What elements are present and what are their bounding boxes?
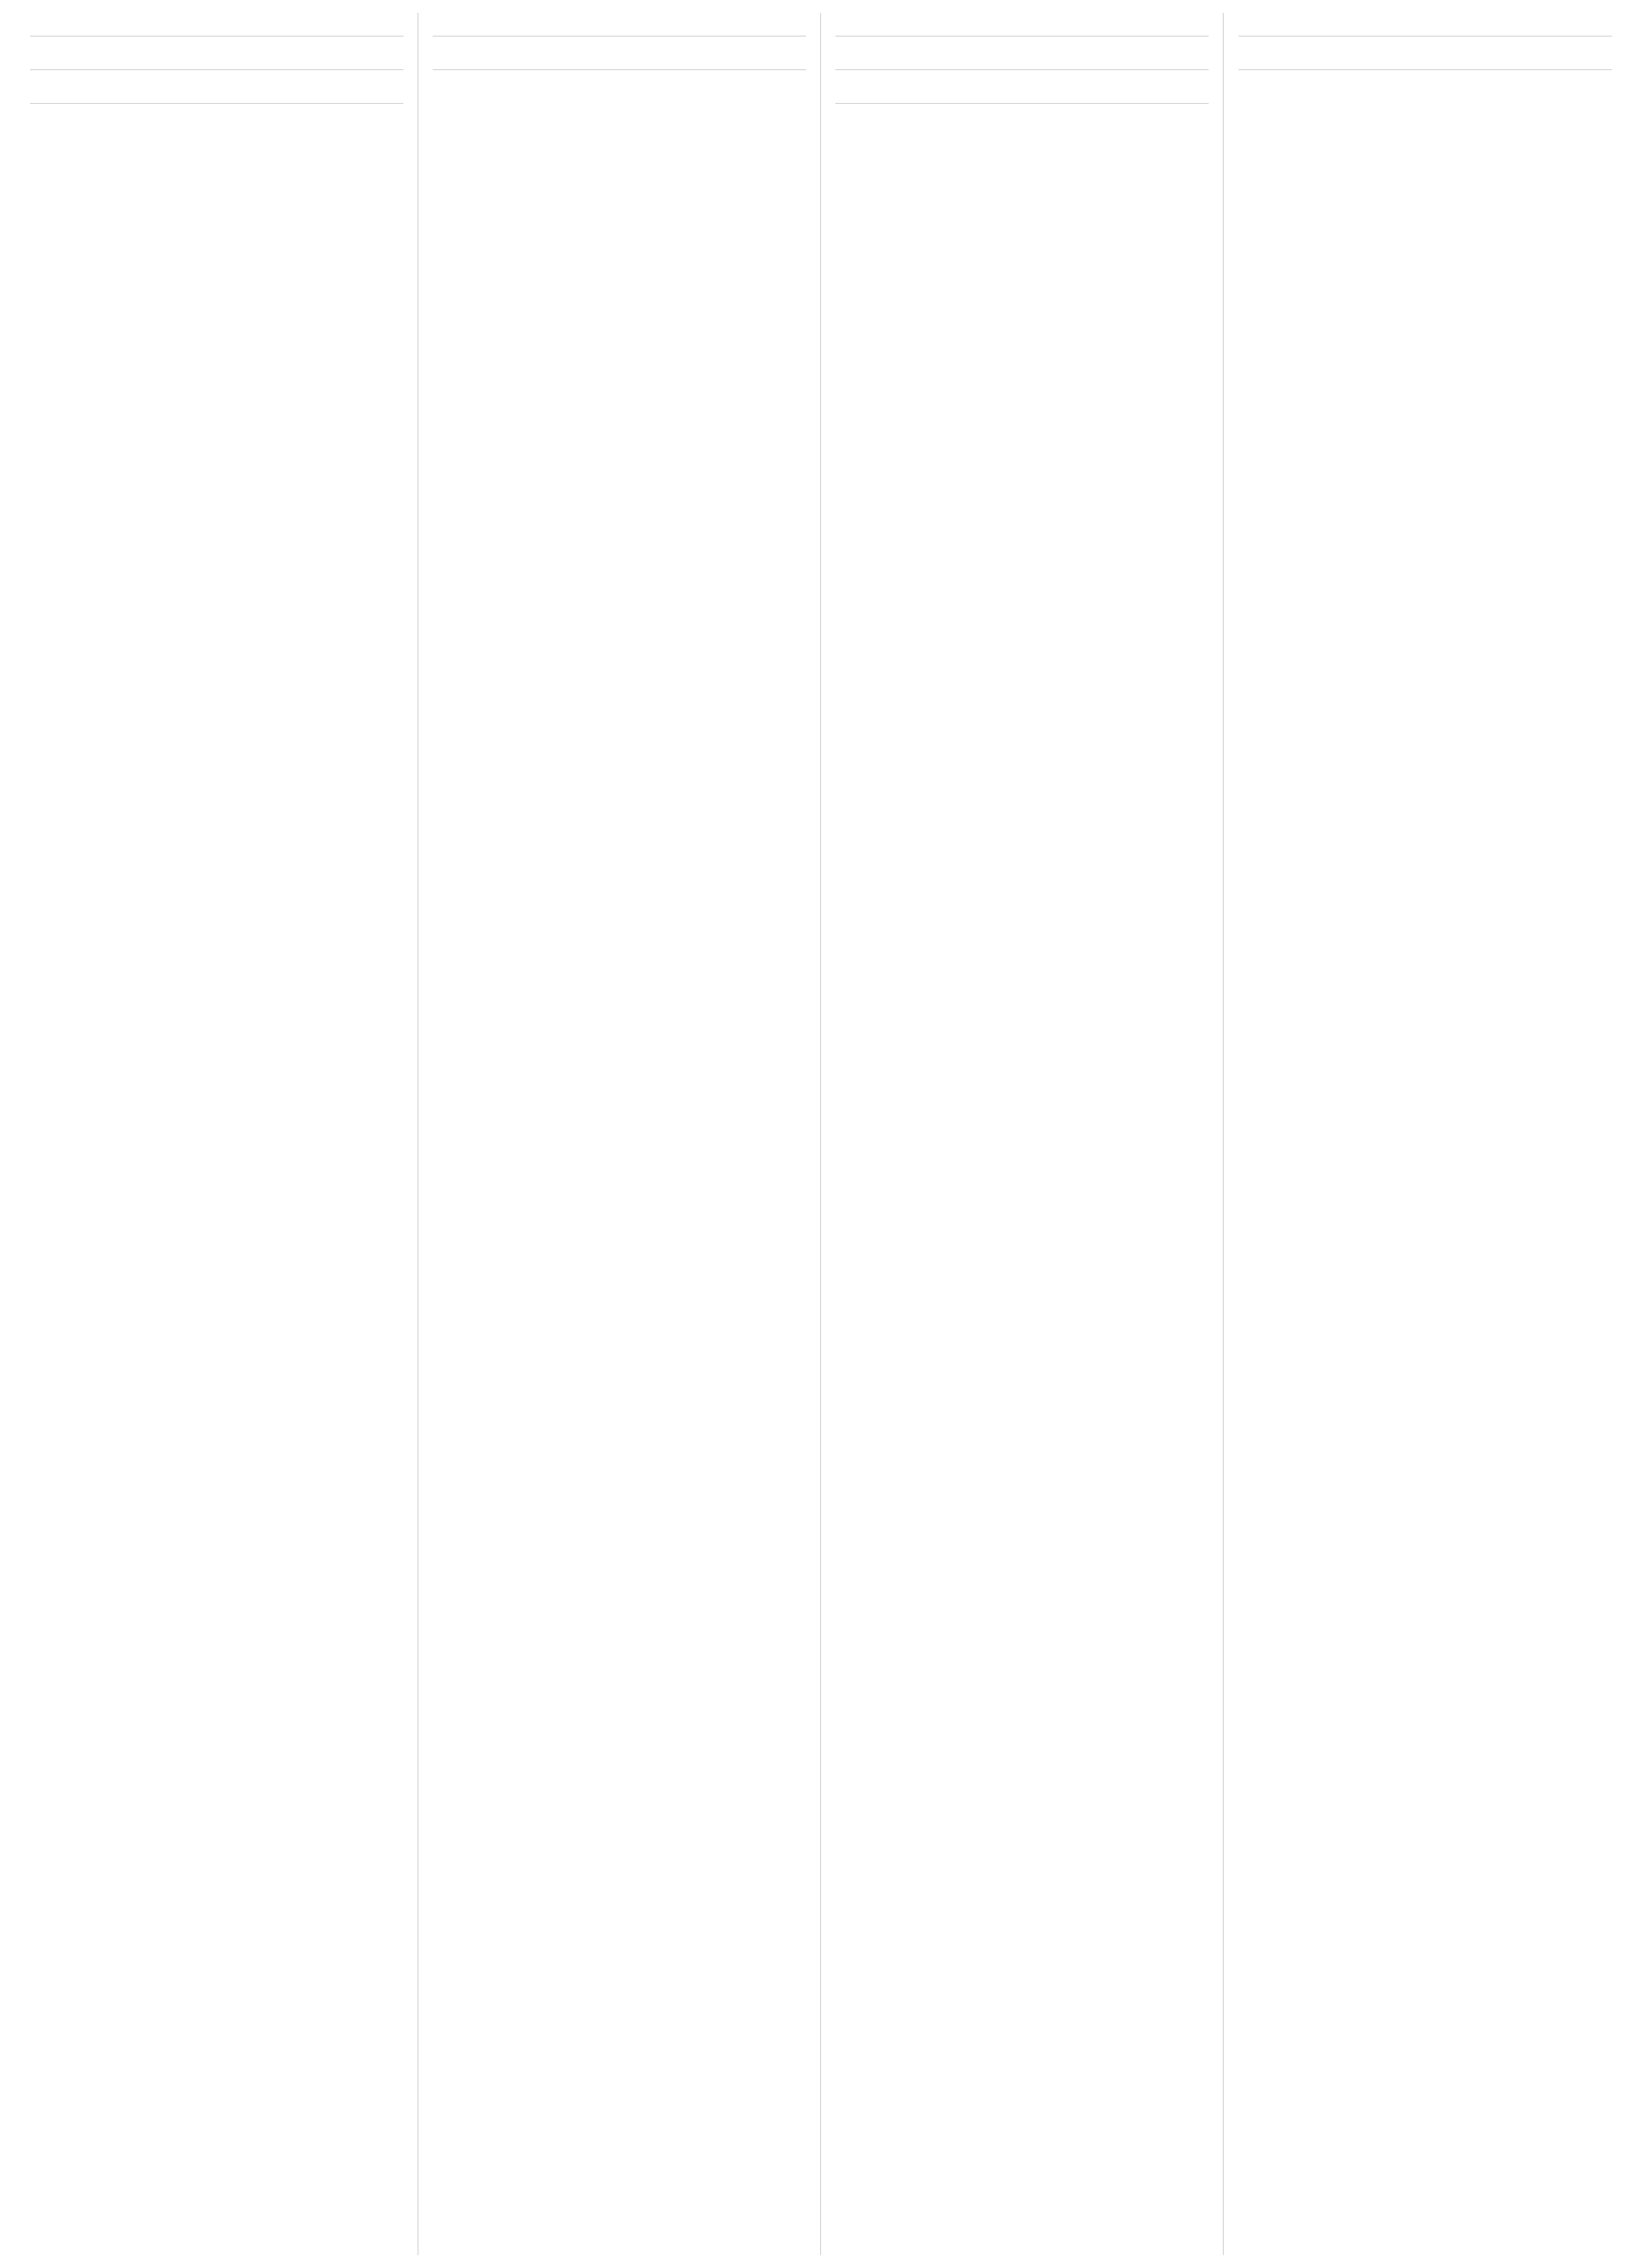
column-divider bbox=[1223, 13, 1224, 2255]
notice bbox=[433, 46, 806, 70]
notice bbox=[433, 13, 806, 36]
notice bbox=[30, 13, 403, 36]
notice bbox=[1239, 46, 1612, 70]
notice bbox=[30, 80, 403, 104]
column-2 bbox=[433, 13, 806, 2255]
column-divider bbox=[820, 13, 821, 2255]
notice bbox=[835, 80, 1209, 104]
notice bbox=[30, 46, 403, 70]
legal-notices-page bbox=[30, 13, 1612, 2255]
notice bbox=[835, 13, 1209, 36]
column-4 bbox=[1239, 13, 1612, 2255]
notice bbox=[835, 46, 1209, 70]
notice bbox=[1239, 13, 1612, 36]
column-3 bbox=[835, 13, 1209, 2255]
column-1 bbox=[30, 13, 403, 2255]
